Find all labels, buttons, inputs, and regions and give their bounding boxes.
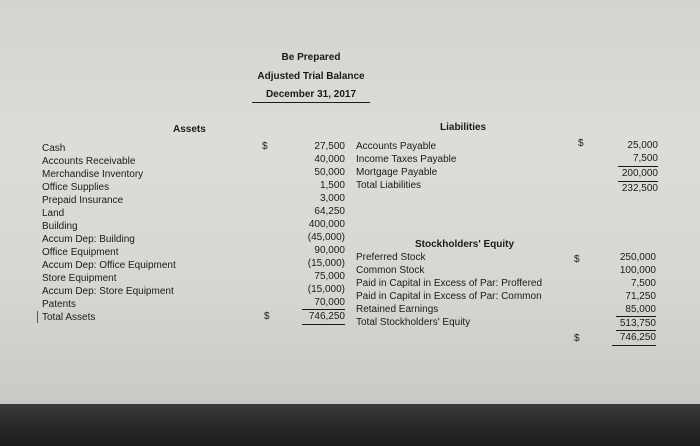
assets-subtotal-line bbox=[302, 309, 345, 310]
monitor-bezel bbox=[0, 404, 700, 446]
asset-label: Accum Dep: Office Equipment bbox=[42, 260, 176, 271]
total-assets-value: 746,250 bbox=[308, 311, 345, 322]
asset-value: (15,000) bbox=[307, 284, 345, 295]
equity-value: 7,500 bbox=[630, 278, 656, 289]
asset-value: 3,000 bbox=[319, 193, 345, 204]
liability-label: Accounts Payable bbox=[356, 141, 437, 152]
liability-value: 232,500 bbox=[621, 183, 658, 194]
assets-total-underline bbox=[302, 324, 345, 325]
equity-value: 513,750 bbox=[619, 318, 656, 329]
asset-value: 64,250 bbox=[314, 206, 345, 217]
asset-label: Building bbox=[42, 221, 78, 232]
asset-value: 27,500 bbox=[314, 141, 345, 152]
equity-value: 71,250 bbox=[625, 291, 656, 302]
asset-label: Patents bbox=[42, 299, 76, 310]
liabilities-subtotal-line bbox=[618, 166, 658, 167]
asset-value: 75,000 bbox=[314, 271, 345, 282]
equity-currency: $ bbox=[574, 254, 580, 265]
grand-total-currency: $ bbox=[574, 333, 580, 344]
liability-value: 7,500 bbox=[632, 153, 658, 164]
asset-value: 400,000 bbox=[308, 219, 345, 230]
equity-value: 85,000 bbox=[625, 304, 656, 315]
company-name: Be Prepared bbox=[281, 52, 341, 63]
asset-value: 1,500 bbox=[319, 180, 345, 191]
equity-total-line bbox=[616, 330, 656, 331]
grand-total-underline bbox=[612, 345, 656, 346]
asset-label: Land bbox=[42, 208, 65, 219]
liability-label: Mortgage Payable bbox=[356, 167, 438, 178]
asset-label: Office Supplies bbox=[42, 182, 110, 193]
total-assets-currency: $ bbox=[264, 311, 270, 322]
equity-label: Common Stock bbox=[356, 265, 425, 276]
asset-value: 90,000 bbox=[314, 245, 345, 256]
asset-label: Accum Dep: Building bbox=[42, 234, 135, 245]
liabilities-heading: Liabilities bbox=[440, 122, 487, 133]
total-assets-label: Total Assets bbox=[42, 312, 96, 323]
asset-label: Prepaid Insurance bbox=[42, 195, 124, 206]
equity-label: Preferred Stock bbox=[356, 252, 426, 263]
assets-currency: $ bbox=[262, 141, 268, 152]
liability-value: 25,000 bbox=[627, 140, 658, 151]
asset-value: (15,000) bbox=[307, 258, 345, 269]
equity-heading: Stockholders' Equity bbox=[415, 239, 515, 250]
asset-label: Store Equipment bbox=[42, 273, 117, 284]
cell-cursor bbox=[37, 311, 38, 323]
asset-label: Office Equipment bbox=[42, 247, 119, 258]
asset-label: Merchandise Inventory bbox=[42, 169, 144, 180]
asset-value: (45,000) bbox=[307, 232, 345, 243]
asset-value: 40,000 bbox=[314, 154, 345, 165]
equity-value: 250,000 bbox=[619, 252, 656, 263]
equity-value: 100,000 bbox=[619, 265, 656, 276]
liability-label: Total Liabilities bbox=[356, 180, 422, 191]
liability-label: Income Taxes Payable bbox=[356, 154, 457, 165]
liabilities-currency: $ bbox=[578, 138, 584, 149]
asset-value: 70,000 bbox=[314, 297, 345, 308]
grand-total-value: 746,250 bbox=[619, 332, 656, 343]
liability-value: 200,000 bbox=[621, 168, 658, 179]
asset-label: Accum Dep: Store Equipment bbox=[42, 286, 174, 297]
equity-subtotal-line bbox=[616, 316, 656, 317]
equity-label: Paid in Capital in Excess of Par: Common bbox=[356, 291, 542, 302]
report-title: Adjusted Trial Balance bbox=[257, 71, 365, 82]
equity-label: Paid in Capital in Excess of Par: Proffered bbox=[356, 278, 543, 289]
assets-heading: Assets bbox=[173, 124, 206, 135]
liabilities-total-line bbox=[618, 181, 658, 182]
asset-label: Cash bbox=[42, 143, 66, 154]
asset-value: 50,000 bbox=[314, 167, 345, 178]
equity-label: Retained Earnings bbox=[356, 304, 439, 315]
equity-label: Total Stockholders' Equity bbox=[356, 317, 471, 328]
header-underline bbox=[252, 102, 370, 103]
asset-label: Accounts Receivable bbox=[42, 156, 136, 167]
report-date: December 31, 2017 bbox=[265, 89, 357, 100]
